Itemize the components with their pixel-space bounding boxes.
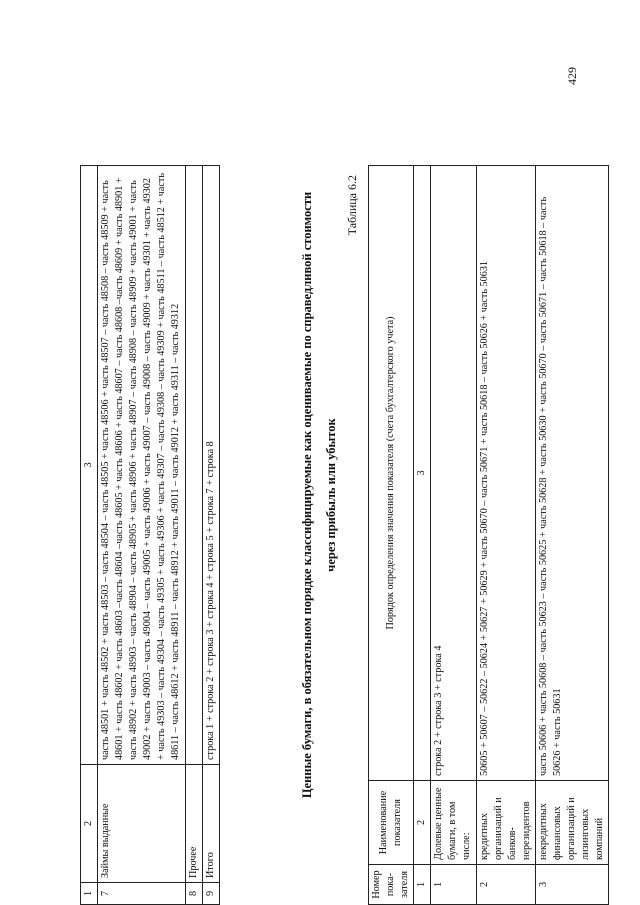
row-name: кредитных организаций и банков-нерезидентов <box>476 781 535 865</box>
column-number: 3 <box>414 166 431 781</box>
section-title-line2: через прибыль или убыток <box>323 418 338 572</box>
table-row <box>202 166 219 905</box>
row-name: некредитных финансовых организаций и лизинговых компаний <box>535 781 608 865</box>
table-row <box>431 166 476 905</box>
section-title <box>296 185 344 805</box>
table-row <box>185 166 202 905</box>
header-cell-formula: Порядок определения значения показателя (счета бухгалтерского учета) <box>369 166 414 781</box>
column-number-row <box>414 166 431 905</box>
accounts-table-continued <box>80 165 220 905</box>
row-name: Итого <box>202 765 219 883</box>
section-title-line1: Ценные бумаги, в обязательном порядке классифицируемые как оцениваемые по справедливой стоимости <box>300 191 314 799</box>
table-label: Таблица 6.2 <box>345 175 359 236</box>
row-name: Долевые ценные бумаги, в том числе: <box>431 781 476 865</box>
page-number: 429 <box>565 67 579 85</box>
row-number: 1 <box>431 865 476 905</box>
header-cell: 3 <box>81 166 98 765</box>
header-cell-name: Наименование показателя <box>369 781 414 865</box>
row-formula: часть 50606 + часть 50608 – часть 50623 – часть 50625 + часть 50628 + часть 50630 + часть 50670 – часть 50671 – часть 50618 – часть 50626 + часть 50631 <box>535 166 608 781</box>
row-formula: часть 48501 + часть 48502 + часть 48503 – часть 48504 – часть 48505 + часть 48506 + часть 48507 – часть 48508 – часть 48509 + часть 48601 + часть 48602 + часть 48603 –часть 48604 –часть 48605 + часть 48606 + часть 48607 – часть 48608 –часть 48609 + часть 48901 + часть 48902 + часть 48903 – часть 48904 – часть 48905 + часть 48906 + часть 48907 – часть 48908 – часть 48909 + часть 49001 + часть 49002 + часть 49003 – часть 49004 – часть 49005 + часть 49006 + часть 49007 – часть 49008 – часть 49009 + часть 49301 + часть 49302 + часть 49303 – часть 49304 – часть 49305 + часть 49306 + часть 49307 – часть 49308 – часть 49309 + часть 48511 – часть 48512 + часть 48611 – часть 48612 + часть 48911 – часть 48912 + часть 49011 – часть 49012 + часть 49311 – часть 49312 <box>98 166 185 765</box>
row-name: Займы выданные <box>98 765 185 883</box>
row-number: 7 <box>98 883 185 905</box>
column-number: 1 <box>414 865 431 905</box>
table-row <box>535 166 608 905</box>
row-formula <box>185 166 202 765</box>
securities-table <box>368 165 609 905</box>
row-formula: строка 2 + строка 3 + строка 4 <box>431 166 476 781</box>
table-header-row <box>81 166 98 905</box>
row-name: Прочее <box>185 765 202 883</box>
table-row <box>476 166 535 905</box>
row-number: 2 <box>476 865 535 905</box>
row-formula: 50605 + 50607 – 50622 – 50624 + 50627 + 50629 + часть 50670 – часть 50671 + часть 50618 – часть 50626 + часть 50631 <box>476 166 535 781</box>
column-number: 2 <box>414 781 431 865</box>
header-cell: 1 <box>81 883 98 905</box>
header-cell: 2 <box>81 765 98 883</box>
row-number: 3 <box>535 865 608 905</box>
row-number: 9 <box>202 883 219 905</box>
row-formula: строка 1 + строка 2 + строка 3 + строка 4 + строка 5 + строка 7 + строка 8 <box>202 166 219 765</box>
table-header-row <box>369 166 414 905</box>
table-row <box>98 166 185 905</box>
row-number: 8 <box>185 883 202 905</box>
header-cell-number: Номер пока-зателя <box>369 865 414 905</box>
